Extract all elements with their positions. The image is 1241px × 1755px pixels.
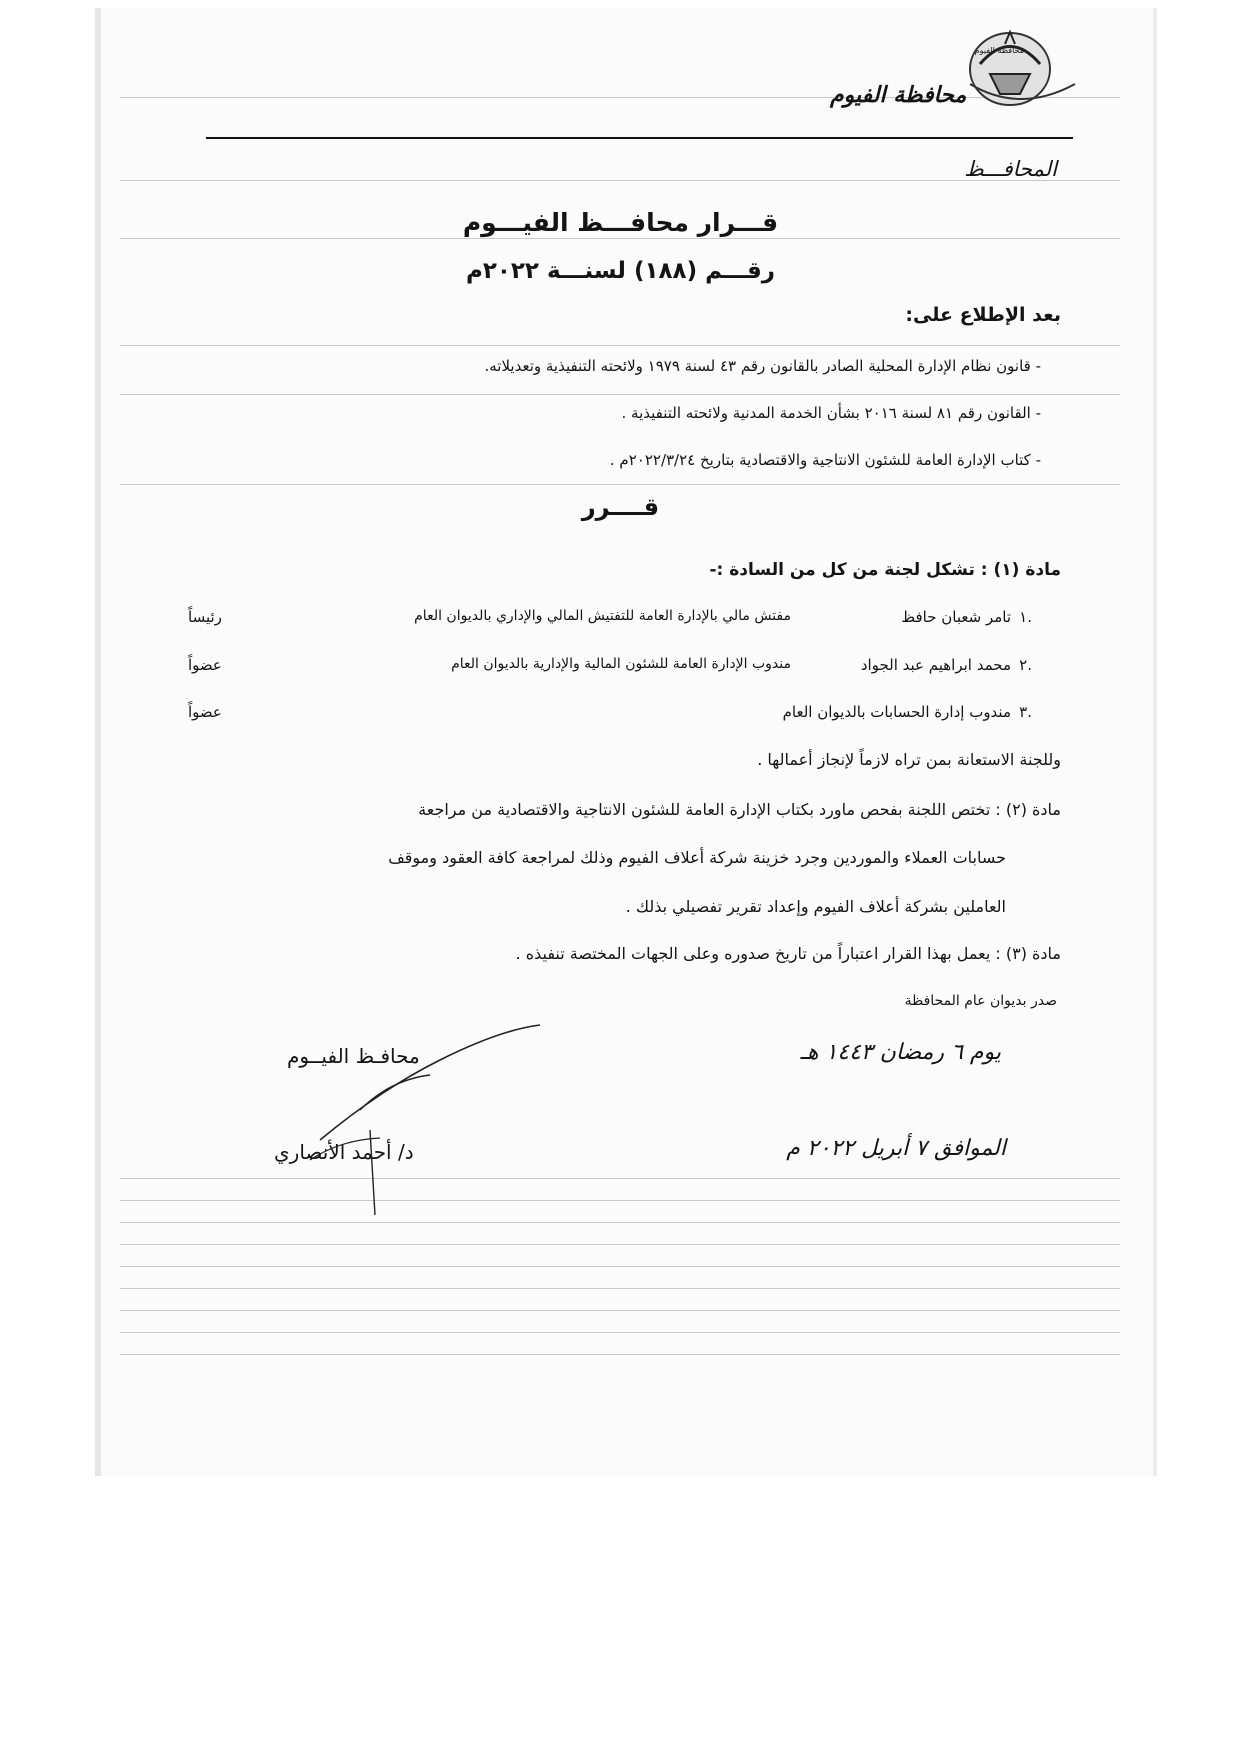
member-role: عضواً <box>188 703 222 721</box>
member-name: محمد ابراهيم عبد الجواد <box>860 656 1011 674</box>
ruled-line <box>120 1266 1120 1267</box>
preamble-item: - القانون رقم ٨١ لسنة ٢٠١٦ بشأن الخدمة المدنية ولائحته التنفيذية . <box>621 404 1041 422</box>
article-2-line: مادة (٢) : تختص اللجنة بفحص ماورد بكتاب الإدارة العامة للشئون الانتاجية والاقتصادية من مراجعة <box>418 800 1061 819</box>
member-name: مندوب إدارة الحسابات بالديوان العام <box>782 703 1011 721</box>
decree-number: رقـــم (١٨٨) لسنـــة ٢٠٢٢م <box>465 258 776 284</box>
ruled-line <box>120 345 1120 346</box>
member-role: عضواً <box>188 656 222 674</box>
hijri-date: يوم ٦ رمضان ١٤٤٣ هـ <box>800 1040 1001 1065</box>
decree-word: قــــرر <box>581 493 660 521</box>
governorate-emblem-icon <box>960 14 1080 114</box>
article-1-note: وللجنة الاستعانة بمن تراه لازماً لإنجاز أعمالها . <box>757 750 1061 769</box>
signatory-name: د/ أحمد الأنصاري <box>274 1140 414 1164</box>
ruled-line <box>120 1200 1120 1201</box>
member-name: تامر شعبان حافظ <box>901 608 1011 626</box>
handwritten-signature <box>300 1020 560 1220</box>
member-number: ١. <box>1019 608 1032 626</box>
article-3: مادة (٣) : يعمل بهذا القرار اعتباراً من تاريخ صدوره وعلى الجهات المختصة تنفيذه . <box>515 944 1061 963</box>
ruled-line <box>120 1178 1120 1179</box>
governorate-name: محافظة الفيوم <box>830 82 967 108</box>
preamble-item: - قانون نظام الإدارة المحلية الصادر بالقانون رقم ٤٣ لسنة ١٩٧٩ ولائحته التنفيذية وتعديلاته. <box>484 357 1041 375</box>
member-number: ٢. <box>1019 656 1032 674</box>
preamble-item: - كتاب الإدارة العامة للشئون الانتاجية والاقتصادية بتاريخ ٢٠٢٢/٣/٢٤م . <box>609 451 1041 469</box>
issued-at: صدر بديوان عام المحافظة <box>904 993 1057 1009</box>
article-2-line: حسابات العملاء والموردين وجرد خزينة شركة أعلاف الفيوم وذلك لمراجعة كافة العقود وموقف <box>388 848 1006 867</box>
gregorian-date: الموافق ٧ أبريل ٢٠٢٢ م <box>786 1136 1006 1161</box>
member-title: مفتش مالي بالإدارة العامة للتفتيش المالي والإداري بالديوان العام <box>414 608 791 624</box>
member-title: مندوب الإدارة العامة للشئون المالية والإدارية بالديوان العام <box>451 656 791 672</box>
ruled-line <box>120 238 1120 239</box>
member-number: ٣. <box>1019 703 1032 721</box>
ruled-line <box>120 1332 1120 1333</box>
ruled-line <box>120 1310 1120 1311</box>
office-label: المحافـــظ <box>964 157 1057 181</box>
article-1-heading: مادة (١) : تشكل لجنة من كل من السادة :- <box>709 560 1061 580</box>
header-rule <box>206 137 1073 139</box>
signatory-title: محافـظ الفيــوم <box>287 1044 420 1068</box>
ruled-line <box>120 1288 1120 1289</box>
ruled-line <box>120 484 1120 485</box>
article-2-line: العاملين بشركة أعلاف الفيوم وإعداد تقرير تفصيلي بذلك . <box>625 897 1006 916</box>
ruled-line <box>120 1354 1120 1355</box>
emblem-text: محافظة الفيوم <box>974 46 1024 55</box>
ruled-line <box>120 1222 1120 1223</box>
preamble-heading: بعد الإطلاع على: <box>905 304 1061 326</box>
decree-title: قـــرار محافـــظ الفيـــوم <box>462 208 779 237</box>
ruled-line <box>120 394 1120 395</box>
member-role: رئيساً <box>188 608 222 626</box>
ruled-line <box>120 1244 1120 1245</box>
